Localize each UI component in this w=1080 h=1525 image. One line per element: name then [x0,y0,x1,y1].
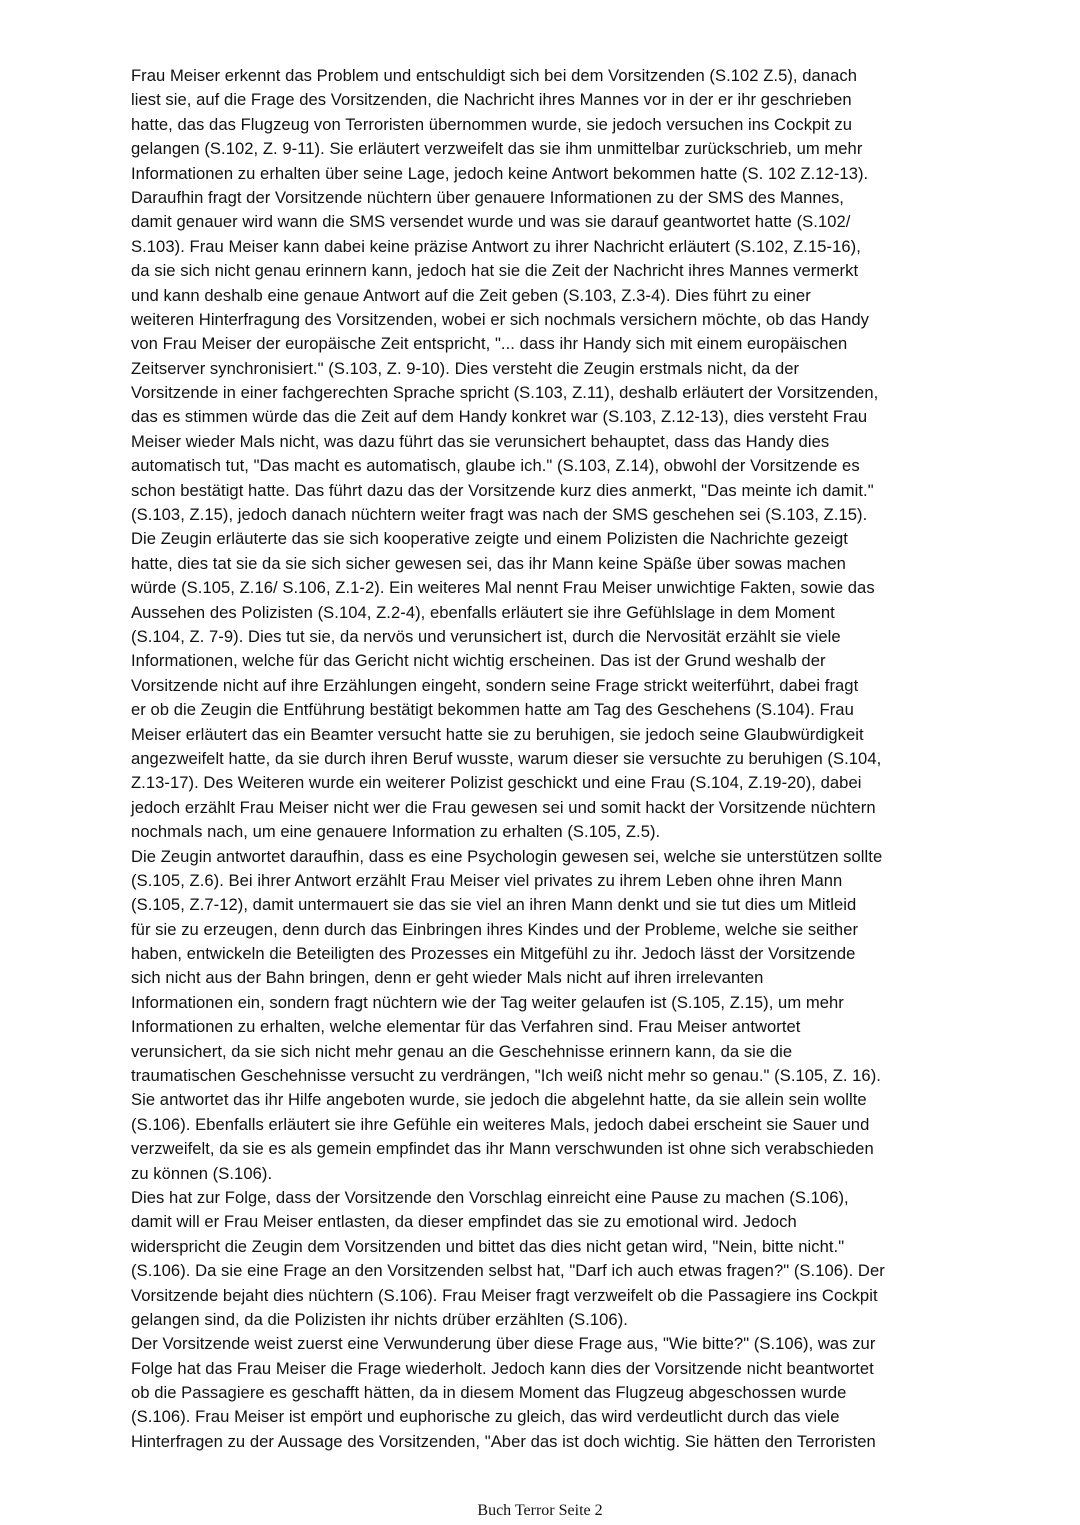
text-line: (S.103, Z.15), jedoch danach nüchtern weiter fragt was nach der SMS geschehen sei (S.103, Z.15). [131,505,868,525]
text-line: Informationen ein, sondern fragt nüchtern wie der Tag weiter gelaufen ist (S.105, Z.15), um mehr [131,992,844,1012]
text-line: (S.106). Ebenfalls erläutert sie ihre Gefühle ein weiteres Mals, jedoch dabei erscheint sie Sauer und [131,1114,870,1134]
text-line: traumatischen Geschehnisse versucht zu verdrängen, "Ich weiß nicht mehr so genau." (S.105, Z. 16). [131,1066,881,1086]
text-line: ob die Passagiere es geschafft hätten, da in diesem Moment das Flugzeug abgeschossen wurde [131,1383,847,1403]
text-line: S.103). Frau Meiser kann dabei keine präzise Antwort zu ihrer Nachricht erläutert (S.102, Z.15-16), [131,236,861,256]
text-line: Vorsitzende bejaht dies nüchtern (S.106). Frau Meiser fragt verzweifelt ob die Passagiere ins Cockpit [131,1285,878,1305]
text-line: verzweifelt, da sie es als gemein empfindet das ihr Mann verschwunden ist ohne sich verabschieden [131,1139,874,1159]
text-line: angezweifelt hatte, da sie durch ihren Beruf wusste, warum dieser sie versuchte zu beruhigen (S.104, [131,748,882,768]
text-line: hatte, das das Flugzeug von Terroristen übernommen wurde, sie jedoch versuchen ins Cockpit zu [131,114,853,134]
text-line: das es stimmen würde das die Zeit auf dem Handy konkret war (S.103, Z.12-13), dies versteht Frau [131,407,868,427]
text-line: weiteren Hinterfragung des Vorsitzenden, wobei er sich nochmals versichern möchte, ob das Handy [131,309,870,329]
text-line: gelangen sind, da die Polizisten ihr nichts drüber erzählten (S.106). [131,1309,628,1329]
text-line: zu können (S.106). [131,1163,273,1183]
text-line: Vorsitzende in einer fachgerechten Sprache spricht (S.103, Z.11), deshalb erläutert der Vorsitzenden, [131,383,879,403]
text-line: haben, entwickeln die Beteiligten des Prozesses ein Mitgefühl zu ihr. Jedoch lässt der Vorsitzende [131,944,856,964]
text-line: (S.106). Frau Meiser ist empört und euphorische zu gleich, das wird verdeutlicht durch das viele [131,1407,840,1427]
text-line: (S.104, Z. 7-9). Dies tut sie, da nervös und verunsichert ist, durch die Nervosität erzählt sie viele [131,626,841,646]
text-line: Daraufhin fragt der Vorsitzende nüchtern über genauere Informationen zu der SMS des Mannes, [131,187,844,207]
page-footer: Buch Terror Seite 2 [477,1502,603,1519]
text-line: Zeitserver synchronisiert." (S.103, Z. 9-10). Dies versteht die Zeugin erstmals nicht, da der [131,358,800,378]
text-line: von Frau Meiser der europäische Zeit entspricht, "... dass ihr Handy sich mit einem europäischen [131,334,848,354]
text-line: gelangen (S.102, Z. 9-11). Sie erläutert verzweifelt das sie ihm unmittelbar zurückschrieb, um mehr [131,139,863,159]
text-line: hatte, dies tat sie da sie sich sicher gewesen sei, das ihr Mann keine Späße über sowas machen [131,553,846,573]
text-line: Die Zeugin antwortet daraufhin, dass es eine Psychologin gewesen sei, welche sie unterstützen sollte [131,846,883,866]
text-line: (S.105, Z.7-12), damit untermauert sie das sie viel an ihren Mann denkt und sie tut dies um Mitleid [131,895,857,915]
text-line: Meiser wieder Mals nicht, was dazu führt das sie verunsichert behauptet, dass das Handy dies [131,431,830,451]
text-line: schon bestätigt hatte. Das führt dazu das der Vorsitzende kurz dies anmerkt, "Das meinte ich damit." [131,480,874,500]
text-line: Sie antwortet das ihr Hilfe angeboten wurde, sie jedoch die abgelehnt hatte, da sie allein sein wollte [131,1090,867,1110]
text-line: damit will er Frau Meiser entlasten, da dieser empfindet das sie zu emotional wird. Jedoch [131,1212,797,1232]
text-line: verunsichert, da sie sich nicht mehr genau an die Geschehnisse erinnern kann, da sie die [131,1041,793,1061]
text-line: Der Vorsitzende weist zuerst eine Verwunderung über diese Frage aus, "Wie bitte?" (S.106), was zur [131,1334,876,1354]
text-line: sich nicht aus der Bahn bringen, denn er geht wieder Mals nicht auf ihren irrelevanten [131,968,764,988]
text-line: Informationen zu erhalten, welche elementar für das Verfahren sind. Frau Meiser antwortet [131,1017,801,1037]
text-line: nochmals nach, um eine genauere Information zu erhalten (S.105, Z.5). [131,822,661,842]
text-line: da sie sich nicht genau erinnern kann, jedoch hat sie die Zeit der Nachricht ihres Mannes vermerkt [131,261,859,281]
text-line: (S.106). Da sie eine Frage an den Vorsitzenden selbst hat, "Darf ich auch etwas fragen?" (S.106). Der [131,1261,885,1281]
text-line: würde (S.105, Z.16/ S.106, Z.1-2). Ein weiteres Mal nennt Frau Meiser unwichtige Fakten, sowie das [131,578,875,598]
text-line: Hinterfragen zu der Aussage des Vorsitzenden, "Aber das ist doch wichtig. Sie hätten den Terroristen [131,1431,876,1451]
text-line: Meiser erläutert das ein Beamter versucht hatte sie zu beruhigen, sie jedoch seine Glaubwürdigkeit [131,724,864,744]
text-line: Informationen, welche für das Gericht nicht wichtig erscheinen. Das ist der Grund weshalb der [131,651,826,671]
text-line: widerspricht die Zeugin dem Vorsitzenden und bittet das dies nicht getan wird, "Nein, bitte nicht." [131,1236,845,1256]
text-line: jedoch erzählt Frau Meiser nicht wer die Frau gewesen sei und somit hackt der Vorsitzende nüchtern [131,797,876,817]
text-line: Vorsitzende nicht auf ihre Erzählungen eingeht, sondern seine Frage strickt weiterführt, dabei fragt [131,675,859,695]
text-line: liest sie, auf die Frage des Vorsitzenden, die Nachricht ihres Mannes vor in der er ihr geschrieben [131,90,852,110]
text-line: für sie zu erzeugen, denn durch das Einbringen ihres Kindes und der Probleme, welche sie seither [131,919,859,939]
text-line: und kann deshalb eine genaue Antwort auf die Zeit geben (S.103, Z.3-4). Dies führt zu einer [131,285,811,305]
text-line: Informationen zu erhalten über seine Lage, jedoch keine Antwort bekommen hatte (S. 102 Z.12-13). [131,163,869,183]
text-line: Z.13-17). Des Weiteren wurde ein weiterer Polizist geschickt und eine Frau (S.104, Z.19-20), dabei [131,773,862,793]
text-line: Aussehen des Polizisten (S.104, Z.2-4), ebenfalls erläutert sie ihre Gefühlslage in dem Moment [131,602,835,622]
text-line: Dies hat zur Folge, dass der Vorsitzende den Vorschlag einreicht eine Pause zu machen (S.106), [131,1187,849,1207]
text-line: Frau Meiser erkennt das Problem und entschuldigt sich bei dem Vorsitzenden (S.102 Z.5), danach [131,66,857,85]
text-line: Die Zeugin erläuterte das sie sich kooperative zeigte und einem Polizisten die Nachrichte gezeigt [131,529,848,549]
text-line: er ob die Zeugin die Entführung bestätigt bekommen hatte am Tag des Geschehens (S.104). Frau [131,700,854,720]
body-text [131,64,956,1454]
text-line: (S.105, Z.6). Bei ihrer Antwort erzählt Frau Meiser viel privates zu ihrem Leben ohne ihren Mann [131,870,843,890]
text-line: Folge hat das Frau Meiser die Frage wiederholt. Jedoch kann dies der Vorsitzende nicht beantwortet [131,1358,874,1378]
text-line: damit genauer wird wann die SMS versendet wurde und was sie darauf geantwortet hatte (S.102/ [131,212,851,232]
text-line: automatisch tut, "Das macht es automatisch, glaube ich." (S.103, Z.14), obwohl der Vorsitzende es [131,456,860,476]
